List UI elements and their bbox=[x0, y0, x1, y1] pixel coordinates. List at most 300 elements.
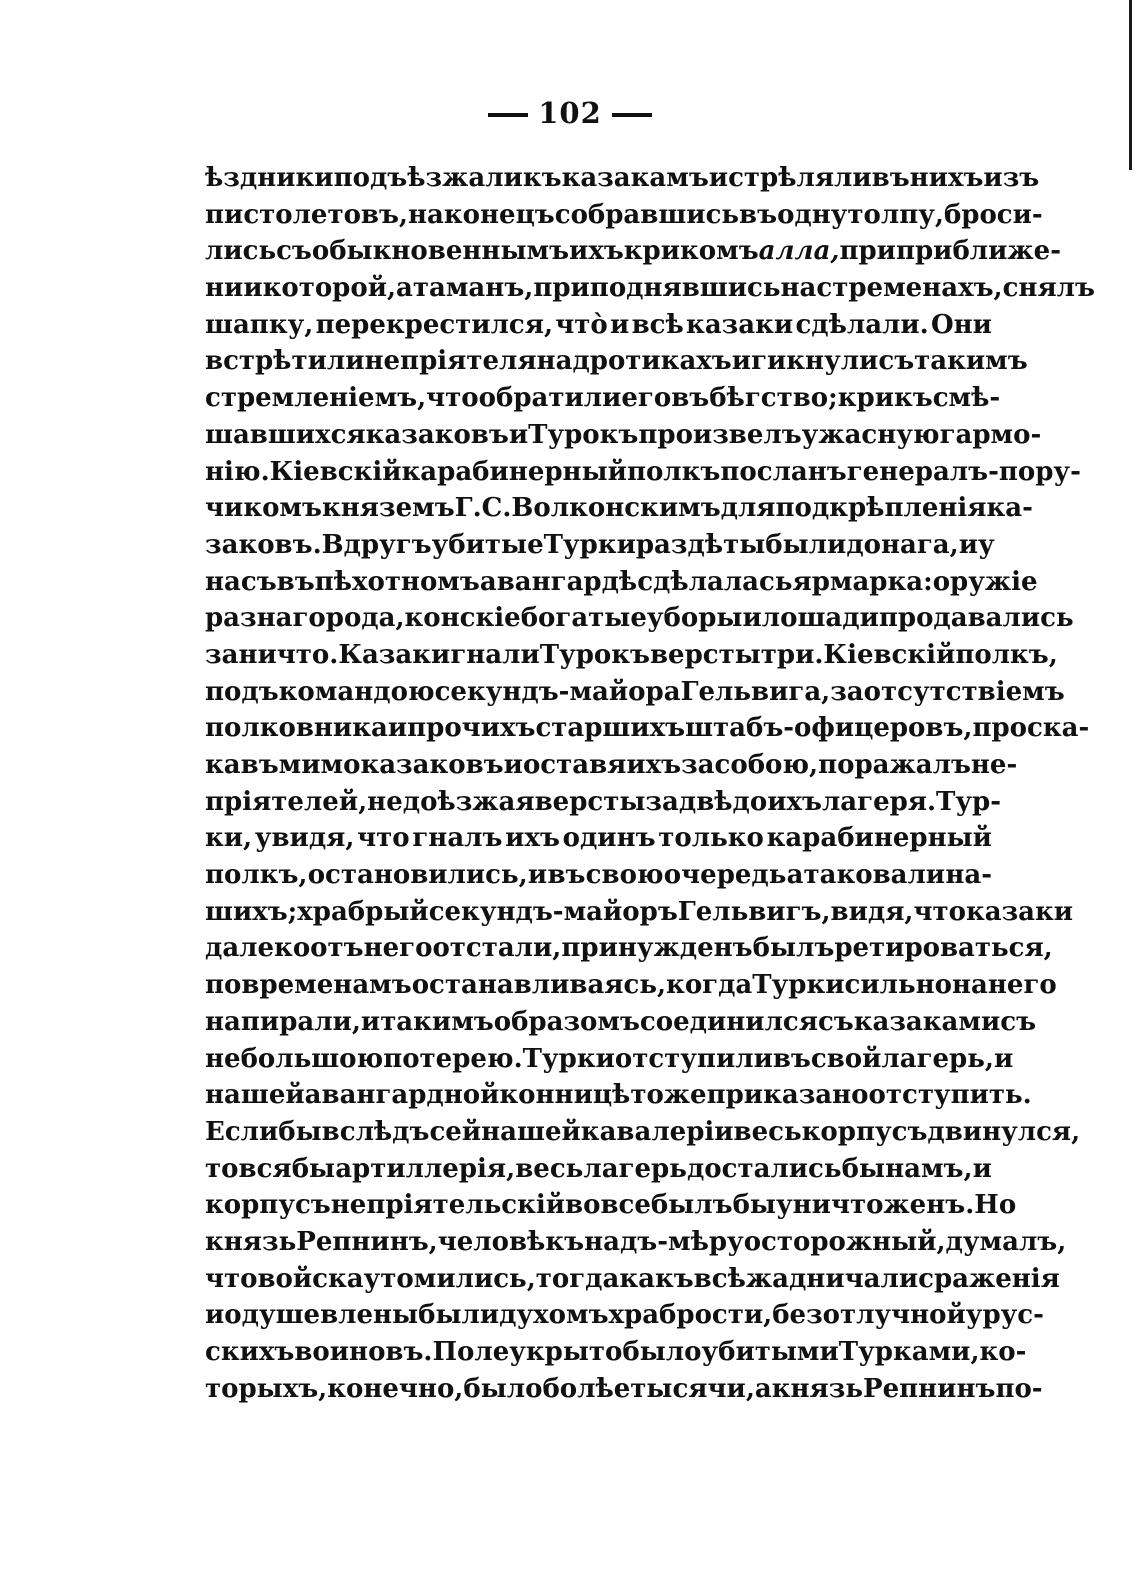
word: и bbox=[731, 346, 752, 377]
word: карабинерный bbox=[401, 456, 627, 487]
word: старшихъ bbox=[535, 713, 686, 744]
word: Еслибы bbox=[205, 1116, 322, 1147]
text-line bbox=[205, 637, 1058, 674]
word: проска- bbox=[972, 713, 1090, 744]
word: съ bbox=[276, 236, 312, 267]
word: собою, bbox=[714, 750, 819, 780]
word: нію. bbox=[205, 456, 270, 487]
word: убитые bbox=[431, 529, 544, 560]
word: на- bbox=[945, 860, 992, 891]
word: укрыто bbox=[509, 1337, 623, 1367]
word: нашей bbox=[205, 1080, 305, 1111]
text-line bbox=[205, 1187, 1017, 1224]
text-line bbox=[205, 380, 1001, 417]
word: останавливаясь, bbox=[411, 970, 667, 1001]
word: встрѣтили bbox=[205, 346, 365, 377]
word: двѣ bbox=[678, 786, 733, 817]
word: гналъ bbox=[412, 823, 503, 854]
word: а bbox=[754, 1373, 772, 1404]
text-line bbox=[205, 1261, 1060, 1298]
word: надъ-мѣру bbox=[584, 1226, 744, 1257]
word: Турками, bbox=[838, 1337, 980, 1367]
word: подкрѣпленія bbox=[775, 493, 987, 524]
word: всѣ bbox=[631, 309, 684, 340]
word: отступили bbox=[614, 1043, 773, 1074]
text-line bbox=[205, 1224, 1067, 1261]
word: небольшою bbox=[205, 1043, 384, 1074]
text-line bbox=[205, 857, 992, 894]
page-number: 102 bbox=[538, 96, 602, 130]
word: перекрестился, bbox=[315, 309, 554, 340]
word: Вдругъ bbox=[321, 529, 432, 560]
word: и bbox=[387, 713, 408, 744]
text-line bbox=[205, 307, 992, 344]
word: гикнули bbox=[751, 346, 879, 377]
word: Поле bbox=[432, 1337, 510, 1367]
word: тоже bbox=[630, 1080, 707, 1111]
word: что bbox=[913, 896, 966, 927]
word: Тур- bbox=[936, 786, 1002, 817]
word: достались bbox=[686, 1153, 842, 1184]
word: храбрый bbox=[297, 896, 429, 927]
word: лагерь, bbox=[881, 1043, 994, 1074]
word: Казаки bbox=[338, 639, 451, 670]
word: ужасную bbox=[801, 419, 940, 450]
text-line bbox=[205, 1077, 1032, 1114]
word: на bbox=[536, 346, 573, 377]
word: за bbox=[830, 676, 864, 707]
text-line bbox=[205, 564, 1038, 601]
word: рус- bbox=[982, 1300, 1044, 1331]
word: шихъ; bbox=[205, 896, 298, 927]
word: шапку, bbox=[205, 309, 314, 340]
word: такимъ bbox=[380, 1006, 494, 1037]
word: храбрости, bbox=[608, 1300, 773, 1331]
word: пріятелей, bbox=[205, 786, 368, 817]
word: и bbox=[508, 419, 529, 450]
word: секундъ-майора bbox=[434, 676, 681, 707]
word: него bbox=[363, 933, 433, 964]
word: когда bbox=[666, 970, 753, 1001]
word: ка- bbox=[986, 493, 1033, 524]
word: С. bbox=[481, 493, 512, 524]
text-line bbox=[205, 1151, 992, 1188]
word: духомъ bbox=[499, 1300, 609, 1331]
word: снялъ bbox=[1002, 273, 1095, 304]
word: стремленіемъ, bbox=[205, 383, 427, 414]
text-line bbox=[205, 820, 992, 857]
word: видя, bbox=[830, 896, 914, 927]
word: и bbox=[527, 860, 548, 891]
word: посланъ bbox=[720, 456, 847, 487]
word: съ bbox=[1000, 1006, 1037, 1037]
word: казаковъ bbox=[365, 419, 509, 450]
word: Турокъ bbox=[539, 639, 650, 670]
word: Г. bbox=[454, 493, 482, 524]
word: жадничали bbox=[745, 1263, 919, 1294]
word: отступить. bbox=[868, 1080, 1032, 1111]
text-line bbox=[205, 600, 1074, 637]
word: рода, bbox=[325, 603, 405, 634]
word: стременахъ, bbox=[816, 273, 1003, 304]
word: атаковали bbox=[786, 860, 946, 891]
right-dash bbox=[612, 113, 652, 117]
word: весь bbox=[733, 1116, 802, 1147]
text-line bbox=[205, 490, 1033, 527]
word: нии bbox=[205, 273, 263, 304]
word: смѣ- bbox=[932, 383, 1001, 414]
text-line bbox=[205, 1114, 1081, 1151]
word: и bbox=[360, 1006, 381, 1037]
word: и bbox=[610, 309, 630, 340]
word: торыхъ, bbox=[205, 1373, 328, 1404]
word: командою bbox=[278, 676, 435, 707]
word: бы bbox=[291, 1153, 336, 1184]
word: полкъ bbox=[626, 456, 721, 487]
word: болѣе bbox=[542, 1373, 631, 1404]
text-line bbox=[205, 417, 1042, 454]
word: и bbox=[958, 529, 978, 560]
word: прочихъ bbox=[407, 713, 536, 744]
word: не- bbox=[970, 750, 1018, 780]
word: вслѣдъ bbox=[321, 1116, 430, 1147]
word: въ bbox=[772, 1043, 811, 1074]
word: князь bbox=[205, 1226, 297, 1257]
word: думалъ, bbox=[945, 1226, 1067, 1257]
word: произвелъ bbox=[638, 419, 802, 450]
word: разнаго bbox=[205, 603, 326, 634]
text-line bbox=[205, 233, 1062, 270]
text-line bbox=[205, 930, 1053, 967]
word: конечно, bbox=[327, 1373, 464, 1404]
word: ихъ bbox=[626, 750, 682, 780]
text-line bbox=[205, 967, 1057, 1004]
word: казакамъ bbox=[561, 163, 709, 193]
word: авангардѣ bbox=[479, 566, 638, 597]
word: намъ, bbox=[885, 1153, 973, 1184]
word: временамъ bbox=[241, 970, 412, 1001]
word: лошади bbox=[761, 603, 879, 634]
word: его bbox=[621, 383, 672, 414]
word: то bbox=[205, 1153, 239, 1184]
word: ярмарка: bbox=[792, 566, 933, 597]
word: кавалеріи bbox=[580, 1116, 734, 1147]
word: у bbox=[965, 1300, 983, 1331]
word: насъ bbox=[205, 566, 277, 597]
word: Кіевскій bbox=[269, 456, 402, 487]
word: алла, bbox=[758, 236, 840, 267]
word: секундъ-майоръ bbox=[428, 896, 678, 927]
word: безотлучной bbox=[772, 1300, 966, 1331]
word: за bbox=[681, 750, 715, 780]
word: лагерь bbox=[583, 1153, 687, 1184]
word: бы bbox=[732, 1190, 776, 1221]
word: ѣздники bbox=[205, 163, 334, 193]
word: у bbox=[978, 529, 995, 560]
word: чикомъ bbox=[205, 493, 322, 524]
word: двинулся, bbox=[927, 1116, 1081, 1147]
word: донага, bbox=[846, 529, 959, 560]
word: конскіе bbox=[404, 603, 521, 634]
word: подъѣзжали bbox=[333, 163, 523, 193]
word: крикъ bbox=[837, 383, 933, 414]
word: въ bbox=[739, 199, 778, 230]
text-line bbox=[205, 710, 1090, 747]
word: бѣгство; bbox=[709, 383, 838, 414]
word: обыкновеннымъ bbox=[311, 236, 570, 267]
word: Турки bbox=[522, 1043, 615, 1074]
word: и bbox=[205, 1300, 225, 1331]
word: Репнинъ bbox=[863, 1373, 996, 1404]
text-line bbox=[205, 1297, 1044, 1334]
word: потерею. bbox=[383, 1043, 523, 1074]
word: Гельвига, bbox=[680, 676, 831, 707]
word: что bbox=[357, 823, 410, 854]
word: съ bbox=[878, 346, 915, 377]
word: обратили bbox=[478, 383, 622, 414]
word: всѣ bbox=[693, 1263, 746, 1294]
word: продавались bbox=[878, 603, 1074, 634]
text-line bbox=[205, 674, 1065, 711]
word: полковника bbox=[205, 713, 388, 744]
word: сильно bbox=[844, 970, 952, 1001]
word: были bbox=[765, 529, 847, 560]
word: одну bbox=[777, 199, 848, 230]
word: Репнинъ, bbox=[296, 1226, 438, 1257]
word: версты bbox=[534, 786, 646, 817]
word: княземъ bbox=[321, 493, 455, 524]
word: соединился bbox=[639, 1006, 818, 1037]
word: богатые bbox=[520, 603, 647, 634]
word: не bbox=[367, 786, 403, 817]
text-line bbox=[205, 1004, 1037, 1041]
word: пистолетовъ, bbox=[205, 199, 408, 230]
word: было bbox=[622, 1337, 702, 1367]
word: казаками bbox=[853, 1006, 1001, 1037]
word: артиллерія, bbox=[335, 1153, 516, 1184]
text-line bbox=[205, 894, 1074, 931]
word: и bbox=[742, 603, 762, 634]
word: отстали, bbox=[432, 933, 562, 964]
word: въ bbox=[547, 860, 586, 891]
word: непріятельскій bbox=[330, 1190, 566, 1221]
word: было bbox=[463, 1373, 543, 1404]
word: корпусъ bbox=[801, 1116, 928, 1147]
text-line bbox=[205, 343, 1028, 380]
word: казаковъ bbox=[360, 750, 504, 780]
word: тогда bbox=[535, 1263, 620, 1294]
word: въ bbox=[276, 566, 315, 597]
word: сей bbox=[429, 1116, 482, 1147]
word: пѣхотномъ bbox=[314, 566, 480, 597]
word: ничто. bbox=[238, 639, 339, 670]
text-line bbox=[205, 197, 1043, 234]
page-edge-mark bbox=[1129, 0, 1132, 170]
page-number-header bbox=[0, 96, 1140, 130]
word: Турки bbox=[752, 970, 845, 1001]
word: генералъ-пору- bbox=[846, 456, 1081, 487]
word: при bbox=[839, 236, 896, 267]
word: и bbox=[972, 1153, 992, 1184]
word: нашей bbox=[481, 1116, 581, 1147]
word: были bbox=[418, 1300, 500, 1331]
word: князь bbox=[771, 1373, 864, 1404]
word: только bbox=[658, 823, 764, 854]
word: на bbox=[780, 273, 817, 304]
word: весь bbox=[515, 1153, 584, 1184]
word: броси- bbox=[943, 199, 1043, 230]
word: что̀ bbox=[555, 309, 608, 340]
word: Турокъ bbox=[528, 419, 639, 450]
word: войска bbox=[257, 1263, 364, 1294]
word: полкъ, bbox=[955, 639, 1058, 670]
word: одушевлены bbox=[224, 1300, 419, 1331]
word: оружіе bbox=[932, 566, 1038, 597]
word: сраженія bbox=[918, 1263, 1060, 1294]
word: которой, bbox=[262, 273, 397, 304]
word: раздѣты bbox=[635, 529, 766, 560]
word: нихъ bbox=[909, 163, 984, 193]
word: гармо- bbox=[939, 419, 1042, 450]
word: ко- bbox=[979, 1337, 1027, 1367]
word: казаки bbox=[686, 309, 794, 340]
word: изъ bbox=[983, 163, 1040, 193]
word: Кіевскій bbox=[823, 639, 956, 670]
word: отсутствіемъ bbox=[863, 676, 1065, 707]
word: былъ bbox=[650, 1190, 733, 1221]
word: и bbox=[503, 750, 523, 780]
word: Волконскимъ bbox=[511, 493, 721, 524]
word: три. bbox=[760, 639, 824, 670]
word: ихъ bbox=[505, 823, 560, 854]
word: стрѣляли bbox=[728, 163, 872, 193]
left-dash bbox=[488, 113, 528, 117]
text-line bbox=[205, 784, 1002, 821]
word: заковъ. bbox=[205, 529, 322, 560]
word: бы bbox=[841, 1153, 886, 1184]
word: къ bbox=[522, 163, 562, 193]
word: корпусъ bbox=[205, 1190, 331, 1221]
word: приказано bbox=[706, 1080, 869, 1111]
word: очередь bbox=[663, 860, 787, 891]
word: свой bbox=[810, 1043, 882, 1074]
word: на bbox=[951, 970, 988, 1001]
word: осторожный, bbox=[743, 1226, 946, 1257]
word: сдѣлали. bbox=[795, 309, 929, 340]
text-line bbox=[205, 527, 995, 564]
word: человѣкъ bbox=[437, 1226, 585, 1257]
word: поражалъ bbox=[818, 750, 971, 780]
word: въ bbox=[871, 163, 910, 193]
text-line bbox=[205, 1334, 1027, 1371]
word: принужденъ bbox=[561, 933, 753, 964]
word: сдѣлалась bbox=[637, 566, 793, 597]
word: тысячи, bbox=[630, 1373, 755, 1404]
word: образомъ bbox=[493, 1006, 640, 1037]
word: вовсе bbox=[565, 1190, 651, 1221]
word: него bbox=[987, 970, 1057, 1001]
word: убитыми bbox=[701, 1337, 839, 1367]
word: Гельвигъ, bbox=[677, 896, 831, 927]
word: утомились, bbox=[363, 1263, 536, 1294]
word: авангардной bbox=[304, 1080, 500, 1111]
word: штабъ-офицеровъ, bbox=[685, 713, 973, 744]
word: версты bbox=[649, 639, 761, 670]
word: напирали, bbox=[205, 1006, 361, 1037]
word: толпу, bbox=[847, 199, 944, 230]
word: уничтоженъ. bbox=[775, 1190, 975, 1221]
word: карабинерный bbox=[766, 823, 992, 854]
word: шавшихся bbox=[205, 419, 366, 450]
word: ки, bbox=[205, 823, 253, 854]
word: скихъ bbox=[205, 1337, 295, 1367]
word: казаки bbox=[965, 896, 1074, 927]
word: гнали bbox=[450, 639, 540, 670]
text-line bbox=[205, 747, 1018, 784]
word: съ bbox=[817, 1006, 854, 1037]
word: по- bbox=[995, 1373, 1043, 1404]
word: подъ bbox=[205, 676, 279, 707]
word: былъ bbox=[752, 933, 835, 964]
word: что bbox=[426, 383, 479, 414]
word: мимо bbox=[278, 750, 361, 780]
word: ихъ bbox=[767, 786, 822, 817]
word: за bbox=[645, 786, 679, 817]
word: отъ bbox=[310, 933, 364, 964]
word: приближе- bbox=[895, 236, 1062, 267]
text-line bbox=[205, 454, 1081, 491]
text-line bbox=[205, 270, 1095, 307]
word: до bbox=[732, 786, 768, 817]
word: остановились, bbox=[307, 860, 528, 891]
word: такимъ bbox=[914, 346, 1028, 377]
word: что bbox=[205, 1263, 258, 1294]
word: и bbox=[993, 1043, 1014, 1074]
word: лагеря. bbox=[821, 786, 937, 817]
word: для bbox=[720, 493, 776, 524]
word: ихъ bbox=[569, 236, 624, 267]
word: увидя, bbox=[254, 823, 355, 854]
word: приподнявшись bbox=[533, 273, 781, 304]
word: въ bbox=[671, 383, 710, 414]
word: далеко bbox=[205, 933, 311, 964]
word: по bbox=[205, 970, 242, 1001]
text-line bbox=[205, 160, 1040, 197]
word: за bbox=[205, 639, 239, 670]
word: уборы bbox=[646, 603, 743, 634]
body-text bbox=[205, 160, 1095, 1407]
text-line bbox=[205, 1041, 1014, 1078]
text-line bbox=[205, 1371, 1043, 1408]
word: Но bbox=[974, 1190, 1017, 1221]
word: атаманъ, bbox=[396, 273, 534, 304]
word: лись bbox=[205, 236, 277, 267]
word: полкъ, bbox=[205, 860, 308, 891]
word: одинъ bbox=[562, 823, 656, 854]
word: кавъ bbox=[205, 750, 279, 780]
word: ретироваться, bbox=[834, 933, 1053, 964]
word: Они bbox=[931, 309, 992, 340]
word: вся bbox=[238, 1153, 292, 1184]
word: дротикахъ bbox=[572, 346, 732, 377]
word: доѣзжая bbox=[402, 786, 535, 817]
word: собравшись bbox=[554, 199, 740, 230]
word: Турки bbox=[543, 529, 636, 560]
word: свою bbox=[585, 860, 664, 891]
word: наконецъ bbox=[408, 199, 555, 230]
word: крикомъ bbox=[623, 236, 759, 267]
word: какъ bbox=[619, 1263, 694, 1294]
